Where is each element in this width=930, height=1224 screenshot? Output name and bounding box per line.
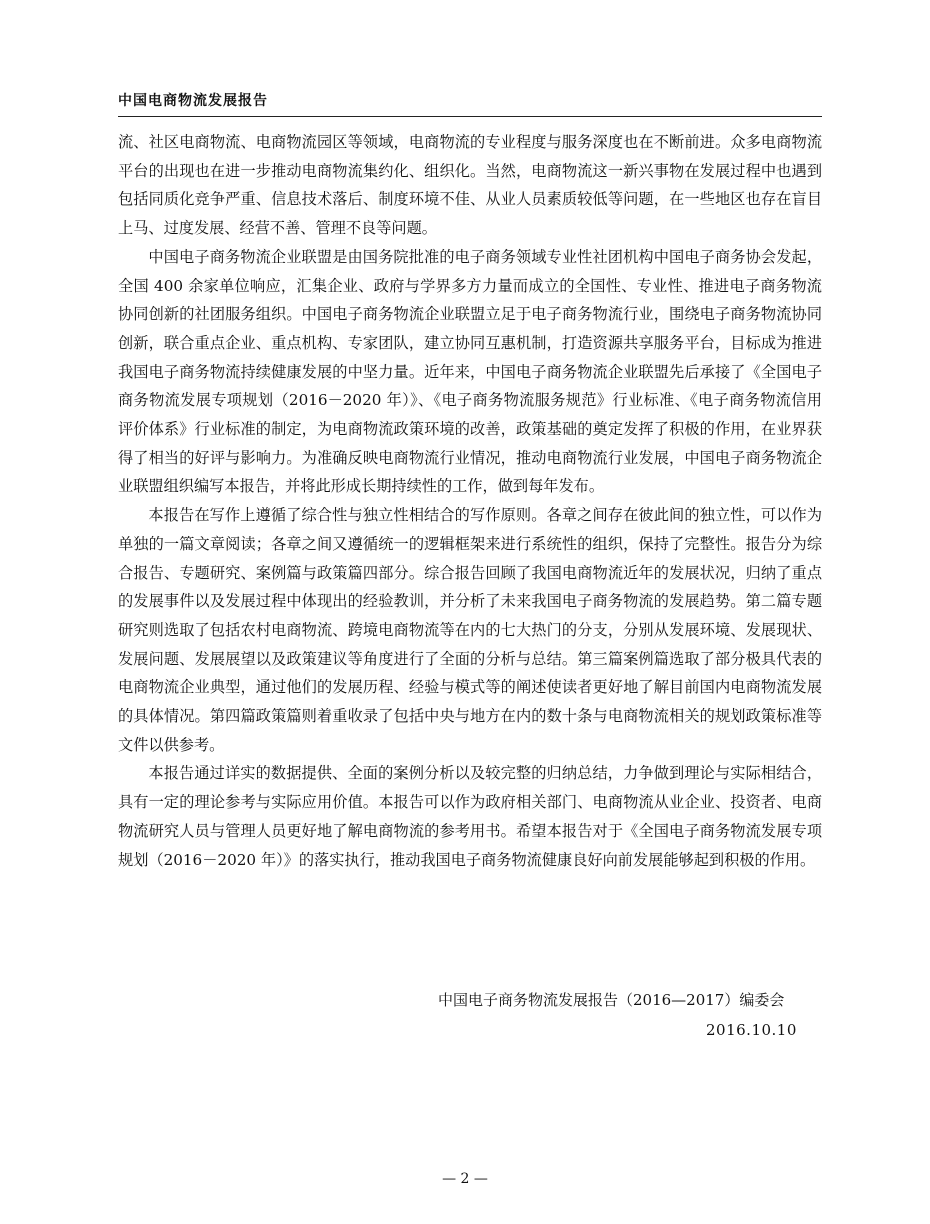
paragraph-continued: 流、社区电商物流、电商物流园区等领域，电商物流的专业程度与服务深度也在不断前进。众多电商物流平台的出现也在进一步推动电商物流集约化、组织化。当然，电商物流这一新兴事物在发展过程中也遇到包括同质化竞争严重、信息技术落后、制度环境不佳、从业人员素质较低等问题，在一些地区也存在盲目上马、过度发展、经营不善、管理不良等问题。: [118, 133, 822, 238]
running-header-title: 中国电商物流发展报告: [118, 93, 268, 109]
paragraph-report-structure: 本报告在写作上遵循了综合性与独立性相结合的写作原则。各章之间存在彼此间的独立性，可以作为单独的一篇文章阅读；各章之间又遵循统一的逻辑框架来进行系统性的组织，保持了完整性。报告分为综合报告、专题研究、案例篇与政策篇四部分。综合报告回顾了我国电商物流近年的发展状况，归纳了重点的发展事件以及发展过程中体现出的经验教训，并分析了未来我国电子商务物流的发展趋势。第二篇专题研究则选取了包括农村电商物流、跨境电商物流等在内的七大热门的分支，分别从发展环境、发展现状、发展问题、发展展望以及政策建议等角度进行了全面的分析与总结。第三篇案例篇选取了部分极具代表的电商物流企业典型，通过他们的发展历程、经验与模式等的阐述使读者更好地了解目前国内电商物流发展的具体情况。第四篇政策篇则着重收录了包括中央与地方在内的数十条与电商物流相关的规划政策标准等文件以供参考。: [118, 506, 822, 754]
paragraph-report-value: 本报告通过详实的数据提供、全面的案例分析以及较完整的归纳总结，力争做到理论与实际相结合，具有一定的理论参考与实际应用价值。本报告可以作为政府相关部门、电商物流从业企业、投资者、电商物流研究人员与管理人员更好地了解电商物流的参考用书。希望本报告对于《全国电子商务物流发展专项规划（2016－2020 年）》的落实执行，推动我国电子商务物流健康良好向前发展能够起到积极的作用。: [118, 764, 822, 869]
page-number: — 2 —: [442, 1171, 488, 1187]
paragraph-alliance-intro: 中国电子商务物流企业联盟是由国务院批准的电子商务领域专业性社团机构中国电子商务协会发起，全国 400 余家单位响应，汇集企业、政府与学界多方力量而成立的全国性、专业性、推进电子商务物流协同创新的社团服务组织。中国电子商务物流企业联盟立足于电子商务物流行业，围绕电子商务物流协同创新，联合重点企业、重点机构、专家团队，建立协同互惠机制，打造资源共享服务平台，目标成为推进我国电子商务物流持续健康发展的中坚力量。近年来，中国电子商务物流企业联盟先后承接了《全国电子商务物流发展专项规划（2016－2020 年）》、《电子商务物流服务规范》行业标准、《电子商务物流信用评价体系》行业标准的制定，为电商物流政策环境的改善，政策基础的奠定发挥了积极的作用，在业界获得了相当的好评与影响力。为准确反映电商物流行业情况，推动电商物流行业发展，中国电子商务物流企业联盟组织编写本报告，并将此形成长期持续性的工作，做到每年发布。: [118, 247, 822, 496]
signature-organization: 中国电子商务物流发展报告（2016—2017）编委会: [438, 991, 785, 1009]
signature-date: 2016.10.10: [706, 1021, 797, 1039]
header-divider: [118, 116, 822, 117]
body-text: [118, 128, 822, 874]
